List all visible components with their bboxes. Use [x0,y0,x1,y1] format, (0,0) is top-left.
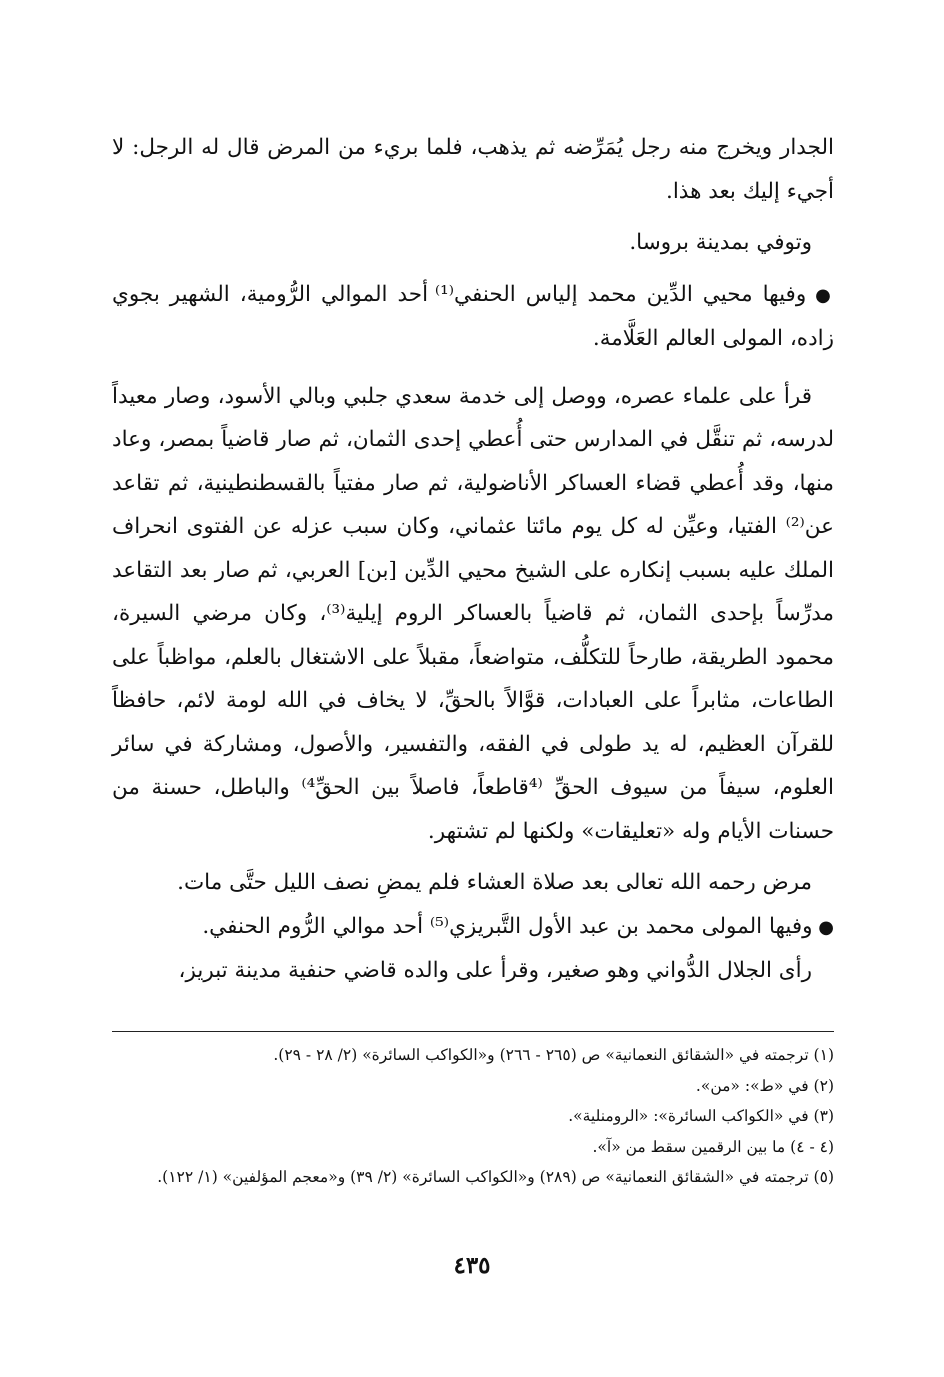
footnote-5: (٥) ترجمته في «الشقائق النعمانية» ص (٢٨٩) و«الكواكب السائرة» (٢/ ٣٩) و«معجم المؤلفين» (١/ ١٢٢). [157,1168,834,1186]
paragraph-death-place: وتوفي بمدينة بروسا. [629,230,812,255]
page-number: ٤٣٥ [453,1252,491,1279]
paragraph-death: مرض رحمه الله تعالى بعد صلاة العشاء فلم يمضِ نصف الليل حتَّى مات. [177,870,812,895]
paragraph-tabrizi-bio: رأى الجلال الدُّواني وهو صغير، وقرأ على والده قاضي حنفية مدينة تبريز، [178,958,812,983]
footnote-divider [112,1031,834,1032]
paragraph-entry-tabrizi: ● وفيها المولى محمد بن عبد الأول التَّبريزي⁽⁵⁾ أحد موالي الرُّوم الحنفي. [112,905,834,950]
footnote-3: (٣) في «الكواكب السائرة»: «الرومنلية». [568,1107,834,1125]
main-text [112,126,834,993]
footnote-1: (١) ترجمته في «الشقائق النعمانية» ص (٢٦٥ - ٢٦٦) و«الكواكب السائرة» (٢/ ٢٨ - ٢٩). [273,1046,834,1064]
footnote-2: (٢) في «ط»: «من». [695,1076,834,1095]
footnote-4: (٤ - ٤) ما بين الرقمين سقط من «آ». [592,1137,834,1156]
footnotes [112,1040,834,1193]
paragraph-biography: قرأ على علماء عصره، ووصل إلى خدمة سعدي جلبي وبالي الأسود، وصار معيداً لدرسه، ثم تنقَّل في المدارس حتى أُعطي إحدى الثمان، ثم صار قاضياً بمصر، وعاد منها، وقد أُعطي قضاء العساكر الأناضولية، ثم صار مفتياً بالقسطنطينية، ثم تقاعد عن⁽²⁾ الفتيا، وعيِّن له كل يوم مائتا عثماني، وكان سبب عزله عن الفتوى انحراف الملك عليه بسبب إنكاره على الشيخ محيي الدِّين [بن] العربي، ثم صار بعد التقاعد مدرِّساً بإحدى الثمان، ثم قاضياً بالعساكر الروم إيلية⁽³⁾، وكان مرضي السيرة، محمود الطريقة، طارحاً للتكلُّف، متواضعاً، مقبلاً على الاشتغال بالعلم، مواظباً على الطاعات، مثابراً على العبادات، قوَّالاً بالحقِّ، لا يخاف في الله لومة لائم، حافظاً للقرآن العظيم، له يد طولى في الفقه، والتفسير، والأصول، ومشاركة في سائر العلوم، سيفاً من سيوف الحقِّ ⁽⁴قاطعاً، فاصلاً بين الحقِّ⁴⁾ والباطل، حسنة من حسنات الأيام وله «تعليقات» ولكنها لم تشتهر. [112,383,835,844]
paragraph-entry-muhyi-al-din: ● وفيها محيي الدِّين محمد إلياس الحنفي⁽¹⁾ أحد الموالي الرُّومية، الشهير بجوي زاده، المولى العالم العَلَّامة. [112,273,834,361]
paragraph-continuation: الجدار ويخرج منه رجل يُمَرِّضه ثم يذهب، فلما بريء من المرض قال له الرجل: لا أجيء إليك بعد هذا. [112,135,834,204]
